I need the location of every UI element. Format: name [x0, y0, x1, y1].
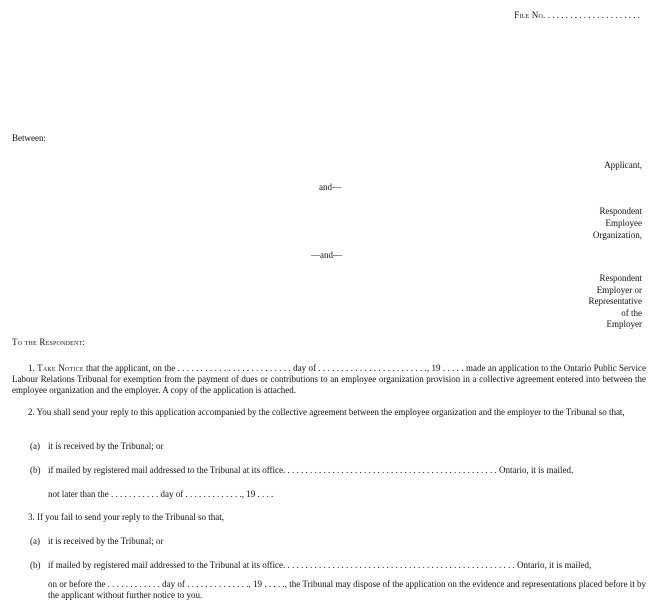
para3-item-a-label: (a) [30, 536, 40, 546]
paragraph-1: 1. Take Notice that the applicant, on the . . . . . . . . . . . . . . . . . . . . . . . . . day of . . . . . . . . . . . . . . . . . . . . . . . ., 19 . . . . . made an application to the Ontario Public Service Labour Relations Tribunal for exemption from the payment of dues or contributions to an employee organization provision in a collective agreement entered into between the employee organization and the employer. A copy of the application is attached. [12, 363, 647, 395]
applicant-label: Applicant, [604, 160, 642, 170]
and-separator-2: —and— [311, 250, 342, 260]
final-month-blank[interactable]: . . . . . . . . . . . . . . [187, 579, 249, 589]
para2-deadline-line: not later than the . . . . . . . . . . . day of . . . . . . . . . . . . ., 19 . . . . [48, 489, 274, 499]
file-number-line [514, 10, 640, 21]
para2-item-a-label: (a) [30, 441, 40, 451]
date-day-blank[interactable]: . . . . . . . . . . . . . . . . . . . . . . . . . [177, 363, 291, 373]
deadline-month-blank[interactable]: . . . . . . . . . . . . . [185, 489, 242, 499]
and-separator-1: and— [319, 182, 341, 192]
date-month-blank[interactable]: . . . . . . . . . . . . . . . . . . . . . . . . [318, 363, 427, 373]
para3-item-a-text: it is received by the Tribunal; or [48, 536, 164, 546]
final-year-blank[interactable]: . . . . . [264, 579, 285, 589]
to-respondent-heading: To the Respondent: [12, 337, 86, 347]
file-number-blank[interactable]: . . . . . . . . . . . . . . . . . . . . . [547, 10, 640, 20]
para2-item-a-text: it is received by the Tribunal; or [48, 441, 164, 451]
deadline-day-blank[interactable]: . . . . . . . . . . . [110, 489, 159, 499]
respondent-employer-label: Respondent Employer or Representative of the Employer [588, 273, 642, 329]
respondent-employee-organization-label: Respondent Employee Organization, [592, 206, 642, 240]
paragraph-3: 3. If you fail to send your reply to the Tribunal so that, [28, 512, 224, 522]
para3-item-b-label: (b) [30, 560, 41, 570]
para3-consequence: on or before the . . . . . . . . . . . . day of . . . . . . . . . . . . . ., 19 . . . . ., the Tribunal may dispose of the application on the evidence and representations placed before it by the applicant without further notice to you. [48, 579, 647, 600]
date-year-blank[interactable]: . . . . . [442, 363, 464, 373]
file-number-label: File No. [514, 10, 546, 20]
paragraph-2: 2. You shall send your reply to this application accompanied by the collective agreement between the employee organization and the employer to the Tribunal so that, [28, 407, 625, 417]
between-label: Between: [12, 133, 46, 143]
para2-item-b-text: if mailed by registered mail addressed to the Tribunal at its office. . . . . . . . . . . . . . . . . . . . . . . . . . . . . . . . . . . . . . . . . . . . . . . . Ontario, it is mailed, [48, 465, 574, 475]
para2-item-b-label: (b) [30, 465, 41, 475]
para3-item-b-text: if mailed by registered mail addressed to the Tribunal at its office. . . . . . . . . . . . . . . . . . . . . . . . . . . . . . . . . . . . . . . . . . . . . . . . . . . . Ontario, it is mailed, [48, 560, 592, 570]
final-day-blank[interactable]: . . . . . . . . . . . . [107, 579, 160, 589]
deadline-year-blank[interactable]: . . . . [257, 489, 274, 499]
